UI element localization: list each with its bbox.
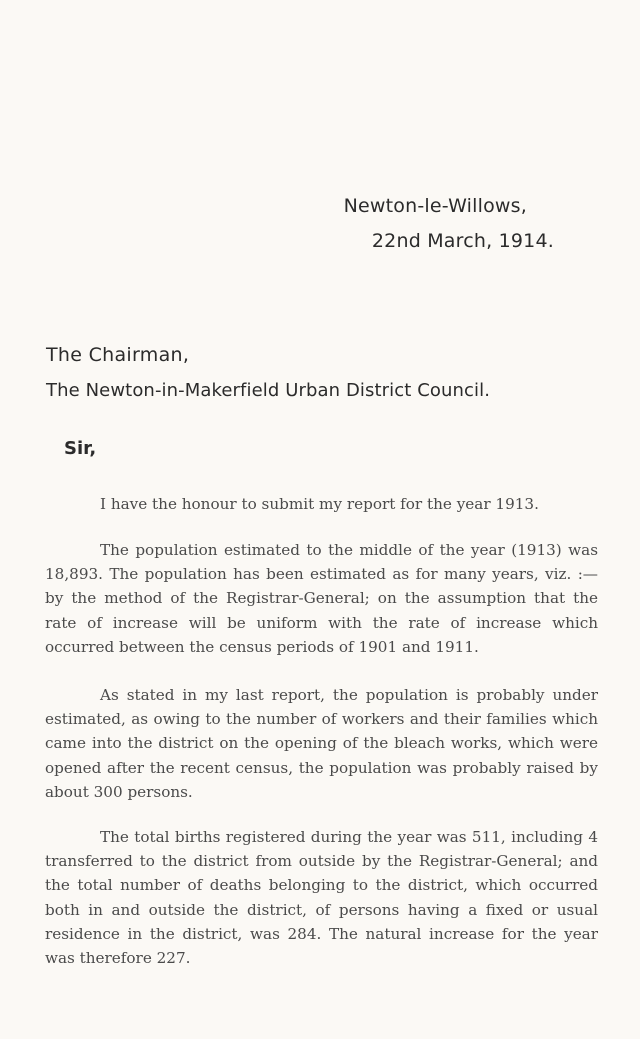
letter-date: 22nd March, 1914. [371,230,554,252]
recipient-organization: The Newton-in-Makerfield Urban District Council. [46,380,491,401]
paragraph-births-deaths: The total births registered during the year was 511, including 4 transferred to the district from outside by the Registrar-General; and the total number of deaths belonging to the district, which occurred both in and outside the district, of persons having a fixed or usual residence in the district, was 284. The natural increase for the year was therefore 227. [45,828,598,968]
paragraph-population: The population estimated to the middle of the year (1913) was 18,893. The population has been estimated as for many years, viz. :— by the method of the Registrar-General; on the assumption that the rate of increase will be uniform with the rate of increase which occurred between the census periods of 1901 and 1911. [45,541,598,656]
paragraph-underestimate: As stated in my last report, the population is probably under estimated, as owing to the number of workers and their families which came into the district on the opening of the bleach works, which were opened after the recent census, the population was probably raised by about 300 persons. [45,686,598,801]
letter-place: Newton-le-Willows, [343,195,527,217]
salutation: Sir, [64,438,97,459]
recipient-title: The Chairman, [46,344,190,366]
paragraph-intro: I have the honour to submit my report for the year 1913. [100,495,539,513]
